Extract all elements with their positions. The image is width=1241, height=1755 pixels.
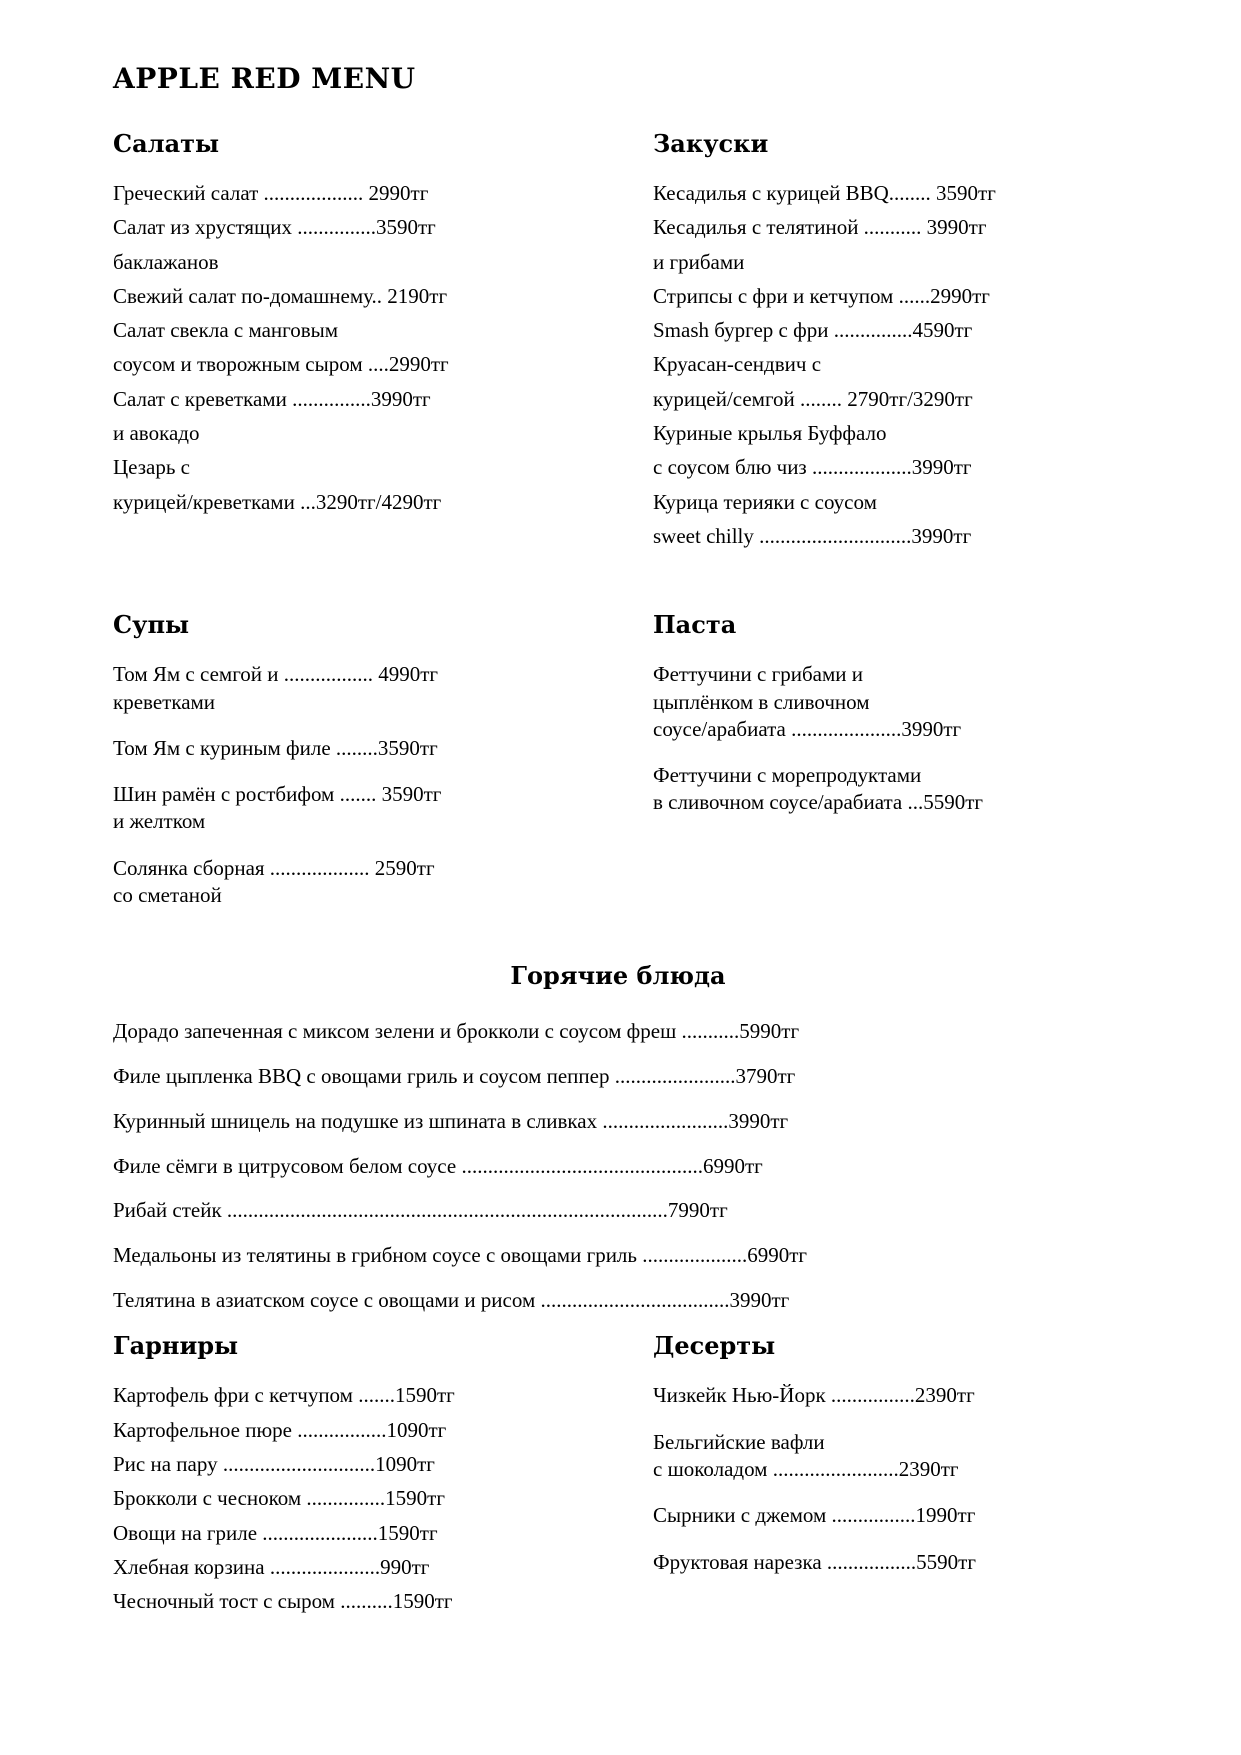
hot-dishes-list xyxy=(113,1018,1123,1314)
menu-item: баклажанов xyxy=(113,249,219,274)
menu-item: Филе сёмги в цитрусовом белом соусе ..............................................6990тг xyxy=(113,1153,763,1178)
menu-item: Солянка сборная ................... 2590тг со сметаной xyxy=(113,855,435,908)
menu-item: Картофельное пюре .................1090тг xyxy=(113,1417,447,1442)
menu-item: Чесночный тост с сыром ..........1590тг xyxy=(113,1589,453,1614)
menu-item: и грибами xyxy=(653,249,745,274)
menu-item: Картофель фри с кетчупом .......1590тг xyxy=(113,1383,455,1408)
menu-item: Стрипсы с фри и кетчупом ......2990тг xyxy=(653,283,990,308)
menu-item: Хлебная корзина .....................990тг xyxy=(113,1554,430,1579)
desserts-section xyxy=(653,1331,1123,1575)
sides-section xyxy=(113,1331,583,1615)
salads-list xyxy=(113,180,583,516)
hot-dishes-section xyxy=(113,961,1123,1314)
menu-item: Том Ям с семгой и ................. 4990тг креветками xyxy=(113,662,439,714)
snacks-section xyxy=(653,129,1123,550)
pasta-section xyxy=(653,610,1123,816)
menu-item: Кесадилья с курицей BBQ........ 3590тг xyxy=(653,181,996,205)
menu-item: Курица терияки с соусом xyxy=(653,489,877,514)
desserts-list xyxy=(653,1382,1123,1575)
menu-item: и авокадо xyxy=(113,421,200,446)
menu-item: Фруктовая нарезка .................5590тг xyxy=(653,1549,976,1574)
page-title: APPLE RED MENU xyxy=(113,62,416,95)
menu-item: Бельгийские вафли с шоколадом ........................2390тг xyxy=(653,1429,959,1481)
menu-item: Рибай стейк ....................................................................................7990тг xyxy=(113,1198,728,1223)
snacks-column xyxy=(653,129,1123,584)
menu-item: Телятина в азиатском соусе с овощами и рисом ....................................3990тг xyxy=(113,1287,790,1312)
menu-item: Свежий салат по-домашнему.. 2190тг xyxy=(113,283,448,308)
menu-item: Том Ям с куриным филе ........3590тг xyxy=(113,735,438,760)
menu-item: Куринный шницель на подушке из шпината в сливках ........................3990тг xyxy=(113,1108,789,1133)
menu-item: соусом и творожным сыром ....2990тг xyxy=(113,352,449,377)
menu-item: Филе цыпленка BBQ с овощами гриль и соусом пеппер .......................3790тг xyxy=(113,1064,796,1089)
soups-section xyxy=(113,610,583,909)
menu-item: Салат свекла с манговым xyxy=(113,318,339,343)
pasta-list xyxy=(653,661,1123,816)
menu-item: Кесадилья с телятиной ........... 3990тг xyxy=(653,215,987,240)
salads-snacks-row xyxy=(113,129,1123,584)
menu-item: Шин рамён с ростбифом ....... 3590тг и желтком xyxy=(113,782,442,834)
menu-item: Куриные крылья Буффало xyxy=(653,421,887,446)
menu-item: Рис на пару .............................1090тг xyxy=(113,1451,435,1476)
desserts-heading: Десерты xyxy=(653,1331,776,1361)
menu-item: sweet chilly .............................3990тг xyxy=(653,523,972,548)
pasta-heading: Паста xyxy=(653,610,737,640)
menu-item: Греческий салат ................... 2990тг xyxy=(113,181,429,205)
sides-column xyxy=(113,1331,583,1649)
menu-item: Салат из хрустящих ...............3590тг xyxy=(113,215,436,240)
menu-item: Сырники с джемом ................1990тг xyxy=(653,1503,976,1528)
sides-heading: Гарниры xyxy=(113,1331,239,1361)
salads-heading: Салаты xyxy=(113,129,220,158)
menu-item: Медальоны из телятины в грибном соусе с овощами гриль ....................6990тг xyxy=(113,1242,808,1267)
menu-item: с соусом блю чиз ...................3990тг xyxy=(653,455,972,480)
menu-item: Круасан-сендвич с xyxy=(653,352,822,377)
menu-item: Брокколи с чесноком ...............1590тг xyxy=(113,1486,445,1511)
soups-heading: Супы xyxy=(113,610,190,640)
menu-item: Салат с креветками ...............3990тг xyxy=(113,386,431,411)
menu-item: Феттучини с грибами и цыплёнком в сливочном соусе/арабиата .....................3990тг xyxy=(653,662,962,741)
menu-item: Дорадо запеченная с миксом зелени и брокколи с соусом фреш ...........5990тг xyxy=(113,1019,800,1044)
menu-item: Феттучини с морепродуктами в сливочном соусе/арабиата ...5590тг xyxy=(653,763,984,815)
soups-column xyxy=(113,610,583,943)
pasta-column xyxy=(653,610,1123,943)
salads-column xyxy=(113,129,583,584)
menu-item: Чизкейк Нью-Йорк ................2390тг xyxy=(653,1383,975,1408)
menu-item: курицей/креветками ...3290тг/4290тг xyxy=(113,489,442,514)
soups-list xyxy=(113,661,583,909)
salads-section xyxy=(113,129,583,516)
menu-content xyxy=(113,62,1123,1649)
desserts-column xyxy=(653,1331,1123,1649)
menu-item: курицей/семгой ........ 2790тг/3290тг xyxy=(653,386,973,411)
sides-desserts-row xyxy=(113,1331,1123,1649)
menu-item: Smash бургер с фри ...............4590тг xyxy=(653,318,973,343)
menu-item: Цезарь с xyxy=(113,455,191,480)
menu-item: Овощи на гриле ......................1590тг xyxy=(113,1520,438,1545)
snacks-heading: Закуски xyxy=(653,129,769,158)
hot-dishes-heading: Горячие блюда xyxy=(510,961,726,991)
soups-pasta-row xyxy=(113,610,1123,943)
sides-list xyxy=(113,1382,583,1615)
snacks-list xyxy=(653,180,1123,550)
